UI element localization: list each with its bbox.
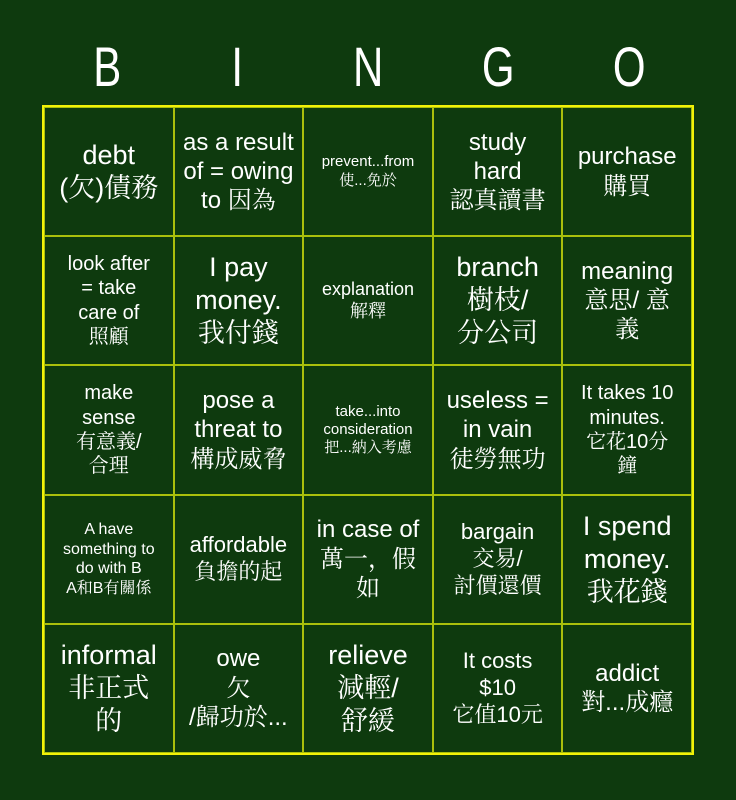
cell-line: something to <box>62 540 155 558</box>
cell-line: study <box>468 128 527 156</box>
cell-line: sense <box>82 406 136 429</box>
cell-line: 有意義/ <box>76 430 142 453</box>
cell-text <box>452 648 542 728</box>
cell-line: money. <box>195 285 282 316</box>
cell-text <box>190 532 287 586</box>
bingo-cell-r1c4[interactable] <box>433 107 563 236</box>
cell-text <box>583 510 672 609</box>
cell-text <box>63 520 155 598</box>
bingo-cell-r3c1[interactable] <box>44 365 174 494</box>
cell-text <box>456 251 539 350</box>
cell-line: 如 <box>355 574 380 602</box>
cell-line: in vain <box>462 416 533 444</box>
cell-text <box>323 403 412 458</box>
cell-text <box>581 257 673 345</box>
cell-line: = take <box>81 277 137 300</box>
cell-line: 減輕/ <box>337 672 399 703</box>
cell-text <box>68 252 150 350</box>
cell-line: $10 <box>479 674 516 700</box>
bingo-grid <box>42 105 694 755</box>
cell-line: 我付錢 <box>197 318 279 349</box>
cell-line: A have <box>84 521 134 539</box>
cell-text <box>328 639 408 738</box>
bingo-cell-r1c3[interactable] <box>303 107 433 236</box>
cell-line: 舒緩 <box>340 705 395 736</box>
bingo-title <box>42 32 694 98</box>
bingo-letter-o: O <box>612 35 646 98</box>
cell-line: as a result <box>183 128 294 156</box>
bingo-cell-r1c5[interactable] <box>562 107 692 236</box>
cell-line: 對...成癮 <box>581 689 674 717</box>
cell-line: informal <box>60 639 157 670</box>
bingo-cell-r2c5[interactable] <box>562 236 692 365</box>
cell-line: minutes. <box>589 406 665 429</box>
bingo-cell-r5c5[interactable] <box>562 624 692 753</box>
cell-line: money. <box>583 543 671 574</box>
cell-line: threat to <box>194 416 283 444</box>
cell-line: 交易/ <box>472 545 523 571</box>
cell-text <box>76 381 142 479</box>
cell-line: 照顧 <box>88 326 129 349</box>
cell-line: 使...免於 <box>339 171 397 189</box>
bingo-cell-r5c1[interactable] <box>44 624 174 753</box>
cell-line: /歸功於... <box>189 704 288 732</box>
bingo-cell-r3c5[interactable] <box>562 365 692 494</box>
cell-line: 構成威脅 <box>190 445 287 473</box>
cell-line: 討價還價 <box>453 572 542 598</box>
cell-line: 萬一，假 <box>319 545 416 573</box>
cell-line: 義 <box>615 316 640 344</box>
cell-line: relieve <box>328 639 408 670</box>
bingo-cell-r5c3[interactable] <box>303 624 433 753</box>
cell-text <box>447 386 549 474</box>
cell-line: 的 <box>95 705 123 736</box>
cell-text <box>450 128 546 216</box>
cell-line: It costs <box>462 648 533 674</box>
bingo-cell-r4c4[interactable] <box>433 495 563 624</box>
cell-line: debt <box>82 139 136 170</box>
bingo-cell-r3c4[interactable] <box>433 365 563 494</box>
bingo-cell-r1c1[interactable] <box>44 107 174 236</box>
cell-line: prevent...from <box>321 153 415 171</box>
cell-line: 它花10分 <box>586 430 669 453</box>
cell-line: 把...納入考慮 <box>324 439 412 457</box>
cell-line: 負擔的起 <box>194 559 283 585</box>
cell-line: explanation <box>321 278 415 299</box>
cell-line: 解釋 <box>349 300 386 321</box>
cell-line: A和B有關係 <box>66 579 152 597</box>
cell-text <box>317 515 420 603</box>
cell-line: useless = <box>446 387 549 415</box>
bingo-cell-r2c4[interactable] <box>433 236 563 365</box>
cell-line: 購買 <box>603 172 652 200</box>
cell-line: 合理 <box>88 455 129 478</box>
bingo-cell-r4c3[interactable] <box>303 495 433 624</box>
cell-text <box>322 279 414 323</box>
cell-line: make <box>84 382 134 405</box>
bingo-cell-r5c4[interactable] <box>433 624 563 753</box>
bingo-cell-r3c2[interactable] <box>174 365 304 494</box>
cell-line: 意思/ 意 <box>584 287 670 315</box>
cell-line: take...into <box>335 402 401 420</box>
bingo-letter-i: I <box>231 35 244 98</box>
cell-line: 樹枝/ <box>466 285 529 316</box>
cell-text <box>454 519 542 599</box>
cell-line: do with B <box>75 560 142 578</box>
bingo-cell-r1c2[interactable] <box>174 107 304 236</box>
cell-line: care of <box>78 301 140 324</box>
cell-line: of = owing <box>183 157 294 185</box>
cell-line: purchase <box>577 143 677 171</box>
cell-text <box>578 142 677 201</box>
cell-text <box>183 128 294 216</box>
cell-line: 認真讀書 <box>449 187 546 215</box>
bingo-cell-r4c2[interactable] <box>174 495 304 624</box>
cell-text <box>581 659 673 718</box>
cell-text <box>581 381 673 479</box>
bingo-letter-n: N <box>352 35 384 98</box>
cell-text <box>59 139 158 205</box>
cell-text <box>322 153 415 190</box>
cell-line: 欠 <box>226 674 251 702</box>
cell-line: 非正式 <box>68 672 150 703</box>
cell-line: (欠)債務 <box>59 172 159 203</box>
cell-line: pose a <box>202 387 275 415</box>
cell-text <box>189 644 288 732</box>
cell-line: It takes 10 <box>581 382 674 405</box>
bingo-cell-r4c5[interactable] <box>562 495 692 624</box>
bingo-letter-g: G <box>482 35 515 98</box>
bingo-letter-b: B <box>93 35 122 98</box>
cell-line: hard <box>473 157 522 185</box>
cell-line: look after <box>67 253 150 275</box>
cell-line: meaning <box>581 257 674 285</box>
cell-line: to 因為 <box>201 187 276 215</box>
bingo-cell-r5c2[interactable] <box>174 624 304 753</box>
bingo-cell-r2c2[interactable] <box>174 236 304 365</box>
cell-line: I pay <box>209 252 268 283</box>
cell-line: bargain <box>460 518 535 544</box>
cell-text <box>195 251 282 350</box>
cell-line: 分公司 <box>457 318 539 349</box>
cell-line: 我花錢 <box>586 576 668 607</box>
bingo-cell-r3c3[interactable] <box>303 365 433 494</box>
bingo-cell-r2c3[interactable] <box>303 236 433 365</box>
cell-text <box>190 386 286 474</box>
cell-line: owe <box>216 645 261 673</box>
cell-line: in case of <box>316 516 420 544</box>
bingo-cell-r4c1[interactable] <box>44 495 174 624</box>
cell-text <box>61 639 157 738</box>
cell-line: branch <box>456 252 539 283</box>
cell-line: I spend <box>582 510 672 541</box>
bingo-cell-r2c1[interactable] <box>44 236 174 365</box>
cell-line: 徒勞無功 <box>449 445 546 473</box>
cell-line: addict <box>595 660 660 688</box>
cell-line: consideration <box>323 420 413 438</box>
cell-line: 它值10元 <box>452 701 543 727</box>
cell-line: affordable <box>189 532 288 558</box>
cell-line: 鐘 <box>617 455 638 478</box>
